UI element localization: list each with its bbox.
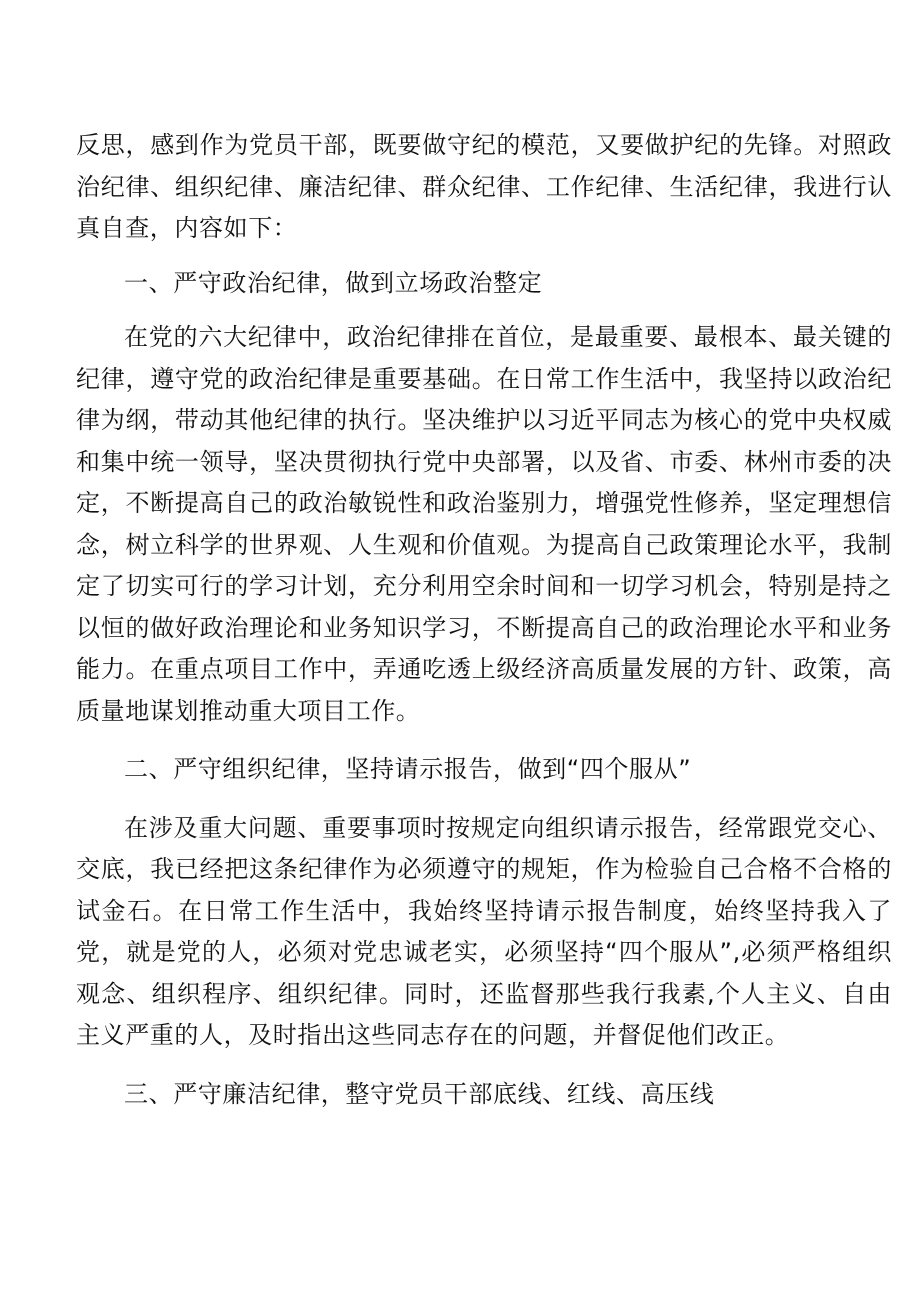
document-body [76, 125, 892, 1115]
section-2-heading: 二、严守组织纪律，坚持请示报告，做到“四个服从” [124, 755, 692, 783]
section-1-paragraph: 在党的六大纪律中，政治纪律排在首位，是最重要、最根本、最关键的纪律，遵守党的政治纪律是重要基础。在日常工作生活中，我坚持以政治纪律为纲，带动其他纪律的执行。坚决维护以习近平同志为核心的党中央权威和集中统一领导，坚决贯彻执行党中央部署，以及省、市委、林州市委的决定，不断提高自己的政治敏锐性和政治鉴别力，增强党性修养，坚定理想信念，树立科学的世界观、人生观和价值观。为提高自己政策理论水平，我制定了切实可行的学习计划，充分利用空余时间和一切学习机会，特别是持之以恒的做好政治理论和业务知识学习，不断提高自己的政治理论水平和业务能力。在重点项目工作中，弄通吃透上级经济高质量发展的方针、政策，高质量地谋划推动重大项目工作。 [76, 323, 892, 725]
intro-paragraph: 反思，感到作为党员干部，既要做守纪的模范，又要做护纪的先锋。对照政治纪律、组织纪律、廉洁纪律、群众纪律、工作纪律、生活纪律，我进行认真自查，内容如下： [76, 131, 892, 242]
section-3-heading: 三、严守廉洁纪律，整守党员干部底线、红线、高压线 [124, 1079, 715, 1108]
section-1-heading: 一、严守政治纪律，做到立场政治整定 [124, 268, 543, 297]
section-2-paragraph: 在涉及重大问题、重要事项时按规定向组织请示报告，经常跟党交心、交底，我已经把这条纪律作为必须遵守的规矩，作为检验自己合格不合格的试金石。在日常工作生活中，我始终坚持请示报告制度，始终坚持我入了党，就是党的人，必须对党忠诚老实，必须坚持“四个服从”,必须严格组织观念、组织程序、组织纪律。同时，还监督那些我行我素,个人主义、自由主义严重的人，及时指出这些同志存在的问题，并督促他们改正。 [76, 813, 892, 1049]
